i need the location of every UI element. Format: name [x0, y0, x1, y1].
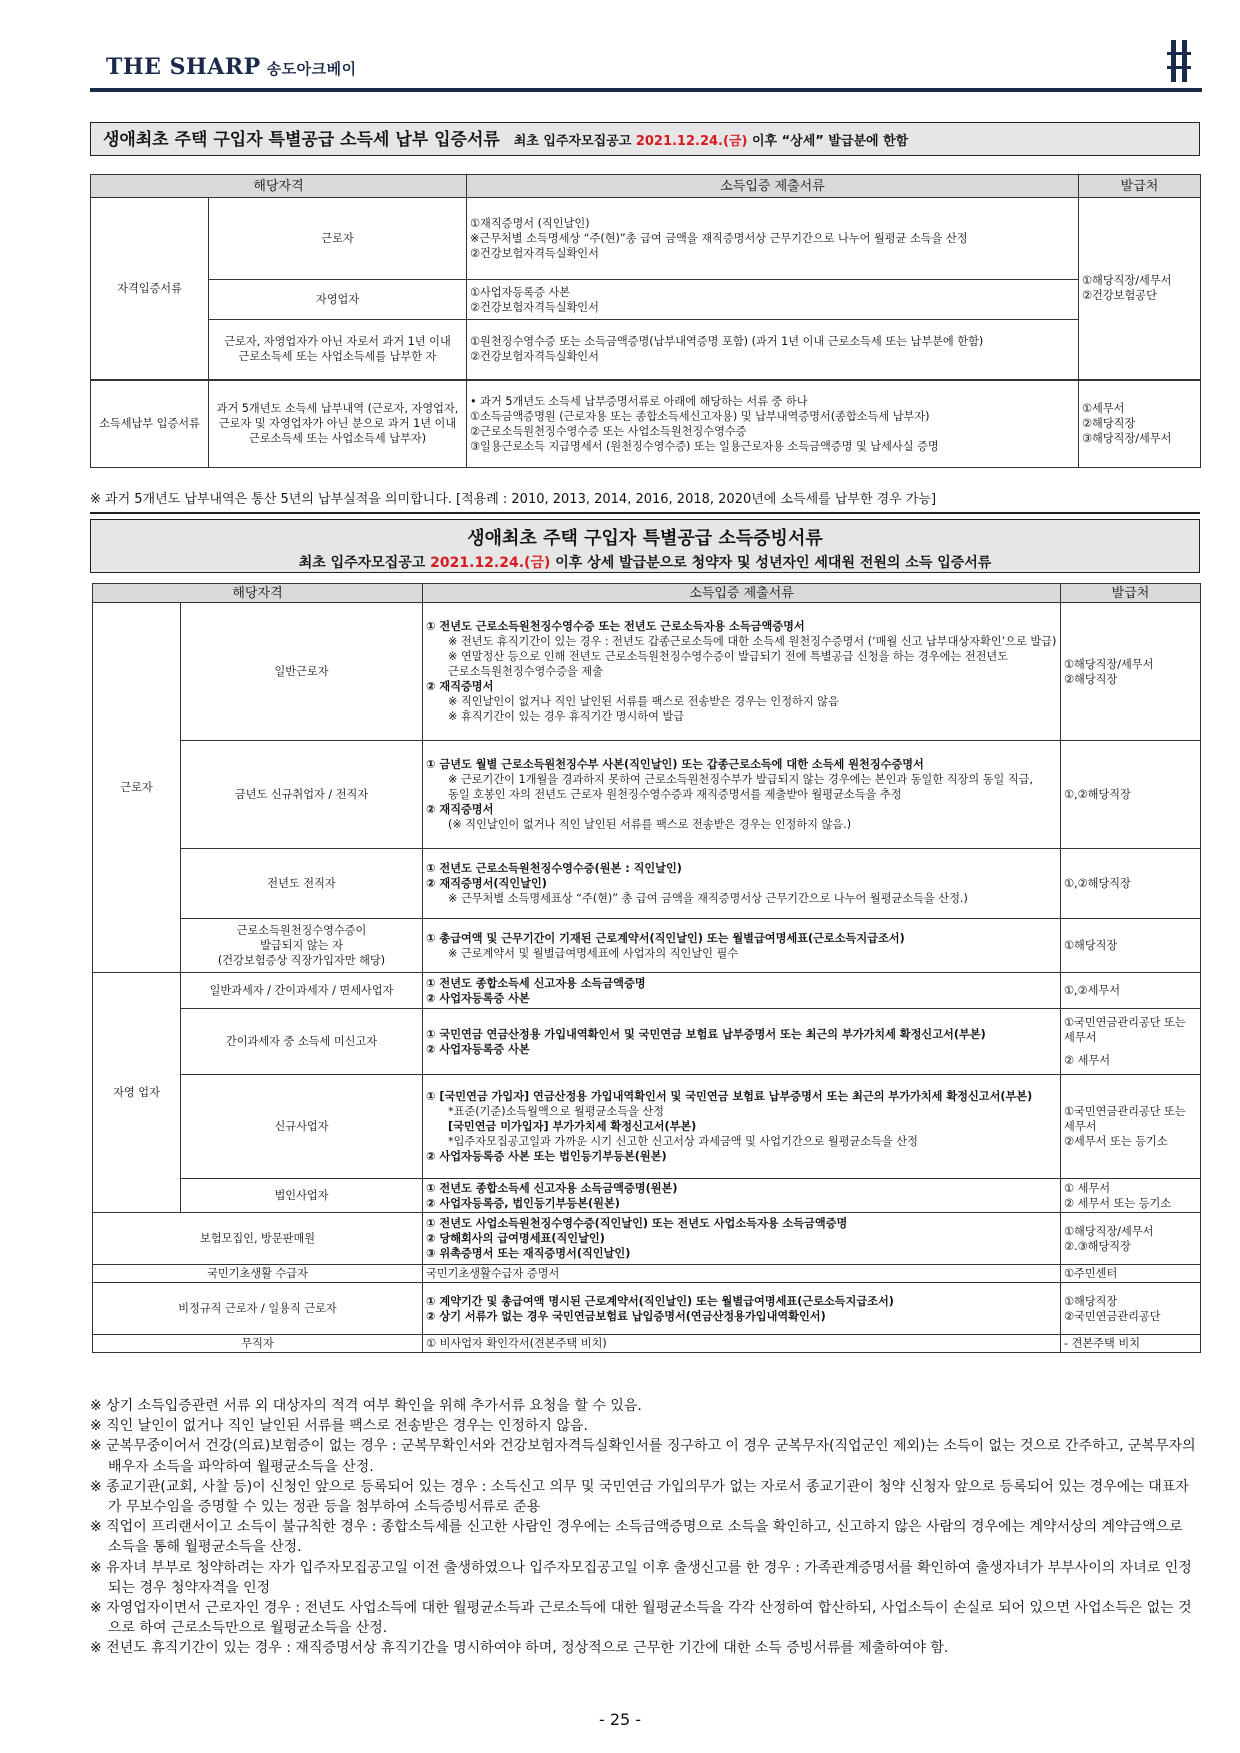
qualification-cell: 무직자	[93, 1335, 423, 1353]
table-header-row	[93, 584, 1201, 603]
issuer-cell: ①해당직장	[1061, 919, 1201, 973]
income-proof-table	[92, 583, 1201, 1353]
col-header-issuer: 발급처	[1061, 584, 1201, 603]
issuer-cell: ①,②해당직장	[1061, 741, 1201, 849]
section2-title: 생애최초 주택 구입자 특별공급 소득증빙서류	[467, 528, 823, 549]
issuer-cell: - 견본주택 비치	[1061, 1335, 1201, 1353]
group-label: 근로자	[93, 603, 181, 973]
issuer-cell: ①해당직장/세무서 ②해당직장	[1061, 603, 1201, 741]
documents-cell: ① 계약기간 및 총급여액 명시된 근로계약서(직인날인) 또는 월별급여명세표(근로소득지급조서) ② 상기 서류가 없는 경우 국민연금보험료 납입증명서(연금산정용가입내역확인서)	[423, 1283, 1061, 1335]
documents-cell: ① [국민연금 가입자] 연금산정용 가입내역확인서 및 국민연금 보험료 납부증명서 또는 최근의 부가가치세 확정신고서(부본) *표준(기준)소득월액으로 월평균소득을 산정 [국민연금 미가입자] 부가가치세 확정신고서(부본) *입주자모집공고일과 가까운 시기 신고한 신고서상 과세금액 및 사업기간으로 월평균소득을 산정 ② 사업자등록증 사본 또는 법인등기부등본(원본)	[423, 1075, 1061, 1179]
footnote: ※ 전년도 휴직기간이 있는 경우 : 재직증명서상 휴직기간을 명시하여야 하며, 정상적으로 근무한 기간에 대한 소득 증빙서류를 제출하여야 함.	[90, 1640, 949, 1657]
documents-cell: ① 금년도 월별 근로소득원천징수부 사본(직인날인) 또는 갑종근로소득에 대한 소득세 원천징수증명서 ※ 근로기간이 1개월을 경과하지 못하여 근로소득원천징수부가 발급되지 않는 경우에는 본인과 동일한 직장의 동일 직급, 동일 호봉인 자의 전년도 근로자 원천징수영수증과 재직증명서를 제출받아 월평균소득을 추정 ② 재직증명서 (※ 직인날인이 없거나 직인 날인된 서류를 팩스로 전송받은 경우는 인정하지 않음.)	[423, 741, 1061, 849]
qualification-cell: 과거 5개년도 소득세 납부내역 (근로자, 자영업자, 근로자 및 자영업자가 아닌 분으로 과거 1년 이내 근로소득세 또는 사업소득세 납부자)	[209, 380, 467, 468]
table-row	[93, 919, 1201, 973]
table-row	[91, 320, 1201, 380]
qualification-cell: 전년도 전직자	[181, 849, 423, 919]
qualification-cell: 일반과세자 / 간이과세자 / 면세사업자	[181, 973, 423, 1009]
documents-cell: ①재직증명서 (직인날인) ※근무처별 소득명세상 “주(현)”총 급여 금액을 재직증명서상 근무기간으로 나누어 월평균 소득을 산정 ②건강보험자격득실확인서	[467, 198, 1079, 280]
footnote: ※ 군복무중이어서 건강(의료)보험증이 없는 경우 : 군복무확인서와 건강보험자격득실확인서를 징구하고 이 경우 군복무자(직업군인 제외)는 소득이 없는 것으로 간주하고, 군복무자의 배우자 소득을 파악하여 월평균소득을 산정.	[90, 1438, 1196, 1475]
col-header-qualification: 해당자격	[91, 175, 467, 198]
table-row	[93, 1335, 1201, 1353]
qualification-cell: 금년도 신규취업자 / 전직자	[181, 741, 423, 849]
documents-cell: ① 국민연금 연금산정용 가입내역확인서 및 국민연금 보험료 납부증명서 또는 최근의 부가가치세 확정신고서(부본) ② 사업자등록증 사본	[423, 1009, 1061, 1075]
footnote: ※ 상기 소득입증관련 서류 외 대상자의 적격 여부 확인을 위해 추가서류 요청을 할 수 있음.	[90, 1398, 642, 1414]
documents-cell: ① 전년도 종합소득세 신고자용 소득금액증명(원본) ② 사업자등록증, 법인등기부등본(원본)	[423, 1179, 1061, 1213]
qualification-cell: 간이과세자 중 소득세 미신고자	[181, 1009, 423, 1075]
col-header-documents: 소득입증 제출서류	[467, 175, 1079, 198]
footnote: ※ 유자녀 부부로 청약하려는 자가 입주자모집공고일 이전 출생하였으나 입주자모집공고일 이후 출생신고를 한 경우 : 가족관계증명서를 확인하여 출생자녀가 부부사이의 자녀로 인정되는 경우 청약자격을 인정	[90, 1559, 1192, 1596]
section1-note: ※ 과거 5개년도 납부내역은 통산 5년의 납부실적을 의미합니다. [적용례 : 2010, 2013, 2014, 2016, 2018, 2020년에 소득세를 납부한 경우 가능]	[90, 488, 1200, 514]
footnote: ※ 직업이 프리랜서이고 소득이 불규칙한 경우 : 종합소득세를 신고한 사람인 경우에는 소득금액증명으로 소득을 확인하고, 신고하지 않은 사람의 경우에는 계약서상의 계약금액으로 소득을 통해 월평균소득을 산정.	[90, 1519, 1183, 1556]
table-row	[91, 380, 1201, 468]
issuer-cell: ①국민연금관리공단 또는 세무서 ② 세무서	[1061, 1009, 1201, 1075]
footnote: ※ 자영업자이면서 근로자인 경우 : 전년도 사업소득에 대한 월평균소득과 근로소득에 대한 월평균소득을 각각 산정하여 합산하되, 사업소득이 손실로 되어 있으면 사업소득은 없는 것으로 하여 근로소득만으로 월평균소득을 산정.	[90, 1600, 1192, 1637]
documents-cell: ① 전년도 사업소득원천징수영수증(직인날인) 또는 전년도 사업소득자용 소득금액증명 ② 당해회사의 급여명세표(직인날인) ③ 위촉증명서 또는 재직증명서(직인날인)	[423, 1213, 1061, 1265]
table-row	[93, 1179, 1201, 1213]
qualification-cell: 법인사업자	[181, 1179, 423, 1213]
section1-title: 생애최초 주택 구입자 특별공급 소득세 납부 입증서류	[103, 130, 500, 150]
group-label: 소득세납부 입증서류	[91, 380, 209, 468]
brand-mark-icon	[1162, 40, 1196, 82]
header-rule	[90, 88, 1202, 92]
qualification-cell: 보험모집인, 방문판매원	[93, 1213, 423, 1265]
issuer-cell: ①주민센터	[1061, 1265, 1201, 1283]
page-number: - 25 -	[598, 1710, 642, 1729]
issuer-cell: ① 세무서 ② 세무서 또는 등기소	[1061, 1179, 1201, 1213]
issuer-cell: ①세무서 ②해당직장 ③해당직장/세무서	[1079, 380, 1201, 468]
qualification-cell: 비정규직 근로자 / 일용직 근로자	[93, 1283, 423, 1335]
issuer-cell: ①,②세무서	[1061, 973, 1201, 1009]
section2-title-bar	[90, 519, 1200, 573]
table-row	[91, 280, 1201, 320]
section2-subtitle: 최초 입주자모집공고 2021.12.24.(금) 이후 상세 발급분으로 청약자 및 성년자인 세대원 전원의 소득 입증서류	[298, 555, 992, 571]
documents-cell: ①사업자등록증 사본 ②건강보험자격득실확인서	[467, 280, 1079, 320]
table-row	[93, 1213, 1201, 1265]
documents-cell: ① 전년도 종합소득세 신고자용 소득금액증명 ② 사업자등록증 사본	[423, 973, 1061, 1009]
documents-cell: ① 전년도 근로소득원천징수영수증 또는 전년도 근로소득자용 소득금액증명서 ※ 전년도 휴직기간이 있는 경우 : 전년도 갑종근로소득에 대한 소득세 원천징수증명서 (‘매월 신고 납부대상자확인’으로 발급) ※ 연말정산 등으로 인해 전년도 근로소득원천징수영수증이 발급되기 전에 특별공급 신청을 하는 경우에는 전전년도 근로소득원천징수영수증을 제출 ② 재직증명서 ※ 직인날인이 없거나 직인 날인된 서류를 팩스로 전송받은 경우는 인정하지 않음 ※ 휴직기간이 있는 경우 휴직기간 명시하여 발급	[423, 603, 1061, 741]
issuer-cell: ①해당직장 ②국민연금관리공단	[1061, 1283, 1201, 1335]
documents-cell: 국민기초생활수급자 증명서	[423, 1265, 1061, 1283]
footnotes	[90, 1396, 1200, 1659]
col-header-qualification: 해당자격	[93, 584, 423, 603]
table-row	[91, 198, 1201, 280]
table-row	[93, 603, 1201, 741]
table-row	[93, 1265, 1201, 1283]
group-label: 자영 업자	[93, 973, 181, 1213]
footnote: ※ 직인 날인이 없거나 직인 날인된 서류를 팩스로 전송받은 경우는 인정하지 않음.	[90, 1418, 588, 1435]
qualification-cell: 근로소득원천징수영수증이 발급되지 않는 자 (건강보험증상 직장가입자만 해당)	[181, 919, 423, 973]
qualification-cell: 근로자	[209, 198, 467, 280]
table-row	[93, 1009, 1201, 1075]
qualification-cell: 자영업자	[209, 280, 467, 320]
brand-logo-text: THE SHARP 송도아크베이	[106, 54, 357, 80]
section1-title-bar	[90, 122, 1200, 156]
income-tax-proof-table	[90, 174, 1201, 468]
documents-cell: ① 비사업자 확인각서(견본주택 비치)	[423, 1335, 1061, 1353]
qualification-cell: 일반근로자	[181, 603, 423, 741]
issuer-cell: ①해당직장/세무서 ②건강보험공단	[1079, 198, 1201, 380]
footnote: ※ 종교기관(교회, 사찰 등)이 신청인 앞으로 등록되어 있는 경우 : 소득신고 의무 및 국민연금 가입의무가 없는 자로서 종교기관이 청약 신청자 앞으로 등록되어 있는 경우에는 대표자가 무보수임을 증명할 수 있는 정관 등을 첨부하여 소득증빙서류로 준용	[90, 1478, 1189, 1516]
table-row	[93, 973, 1201, 1009]
col-header-documents: 소득입증 제출서류	[423, 584, 1061, 603]
table-row	[93, 1075, 1201, 1179]
documents-cell: ① 총급여액 및 근무기간이 기재된 근로계약서(직인날인) 또는 월별급여명세표(근로소득지급조서) ※ 근로계약서 및 월별급여명세표에 사업자의 직인날인 필수	[423, 919, 1061, 973]
issuer-cell: ①국민연금관리공단 또는 세무서 ②세무서 또는 등기소	[1061, 1075, 1201, 1179]
table-row	[93, 849, 1201, 919]
table-row	[93, 1283, 1201, 1335]
issuer-cell: ①,②해당직장	[1061, 849, 1201, 919]
qualification-cell: 신규사업자	[181, 1075, 423, 1179]
issuer-cell: ①해당직장/세무서 ②.③해당직장	[1061, 1213, 1201, 1265]
documents-cell: • 과거 5개년도 소득세 납부증명서류로 아래에 해당하는 서류 중 하나 ①소득금액증명원 (근로자용 또는 종합소득세신고자용) 및 납부내역증명서(종합소득세 납부자) ②근로소득원천징수영수증 또는 사업소득원천징수영수증 ③일용근로소득 지급명세서 (원천징수영수증) 또는 일용근로자용 소득금액증명 및 납세사실 증명	[467, 380, 1079, 468]
col-header-issuer: 발급처	[1079, 175, 1201, 198]
table-header-row	[91, 175, 1201, 198]
documents-cell: ① 전년도 근로소득원천징수영수증(원본 : 직인날인) ② 재직증명서(직인날인) ※ 근무처별 소득명세표상 “주(현)” 총 급여 금액을 재직증명서상 근무기간으로 나누어 월평균소득을 산정.)	[423, 849, 1061, 919]
qualification-cell: 근로자, 자영업자가 아닌 자로서 과거 1년 이내 근로소득세 또는 사업소득세를 납부한 자	[209, 320, 467, 380]
table-row	[93, 741, 1201, 849]
qualification-cell: 국민기초생활 수급자	[93, 1265, 423, 1283]
group-label: 자격입증서류	[91, 198, 209, 380]
section1-subtitle: 최초 입주자모집공고 2021.12.24.(금) 이후 “상세” 발급분에 한함	[513, 134, 909, 149]
page-header	[90, 40, 1202, 90]
documents-cell: ①원천징수영수증 또는 소득금액증명(납부내역증명 포함) (과거 1년 이내 근로소득세 또는 납부분에 한함) ②건강보험자격득실확인서	[467, 320, 1079, 380]
